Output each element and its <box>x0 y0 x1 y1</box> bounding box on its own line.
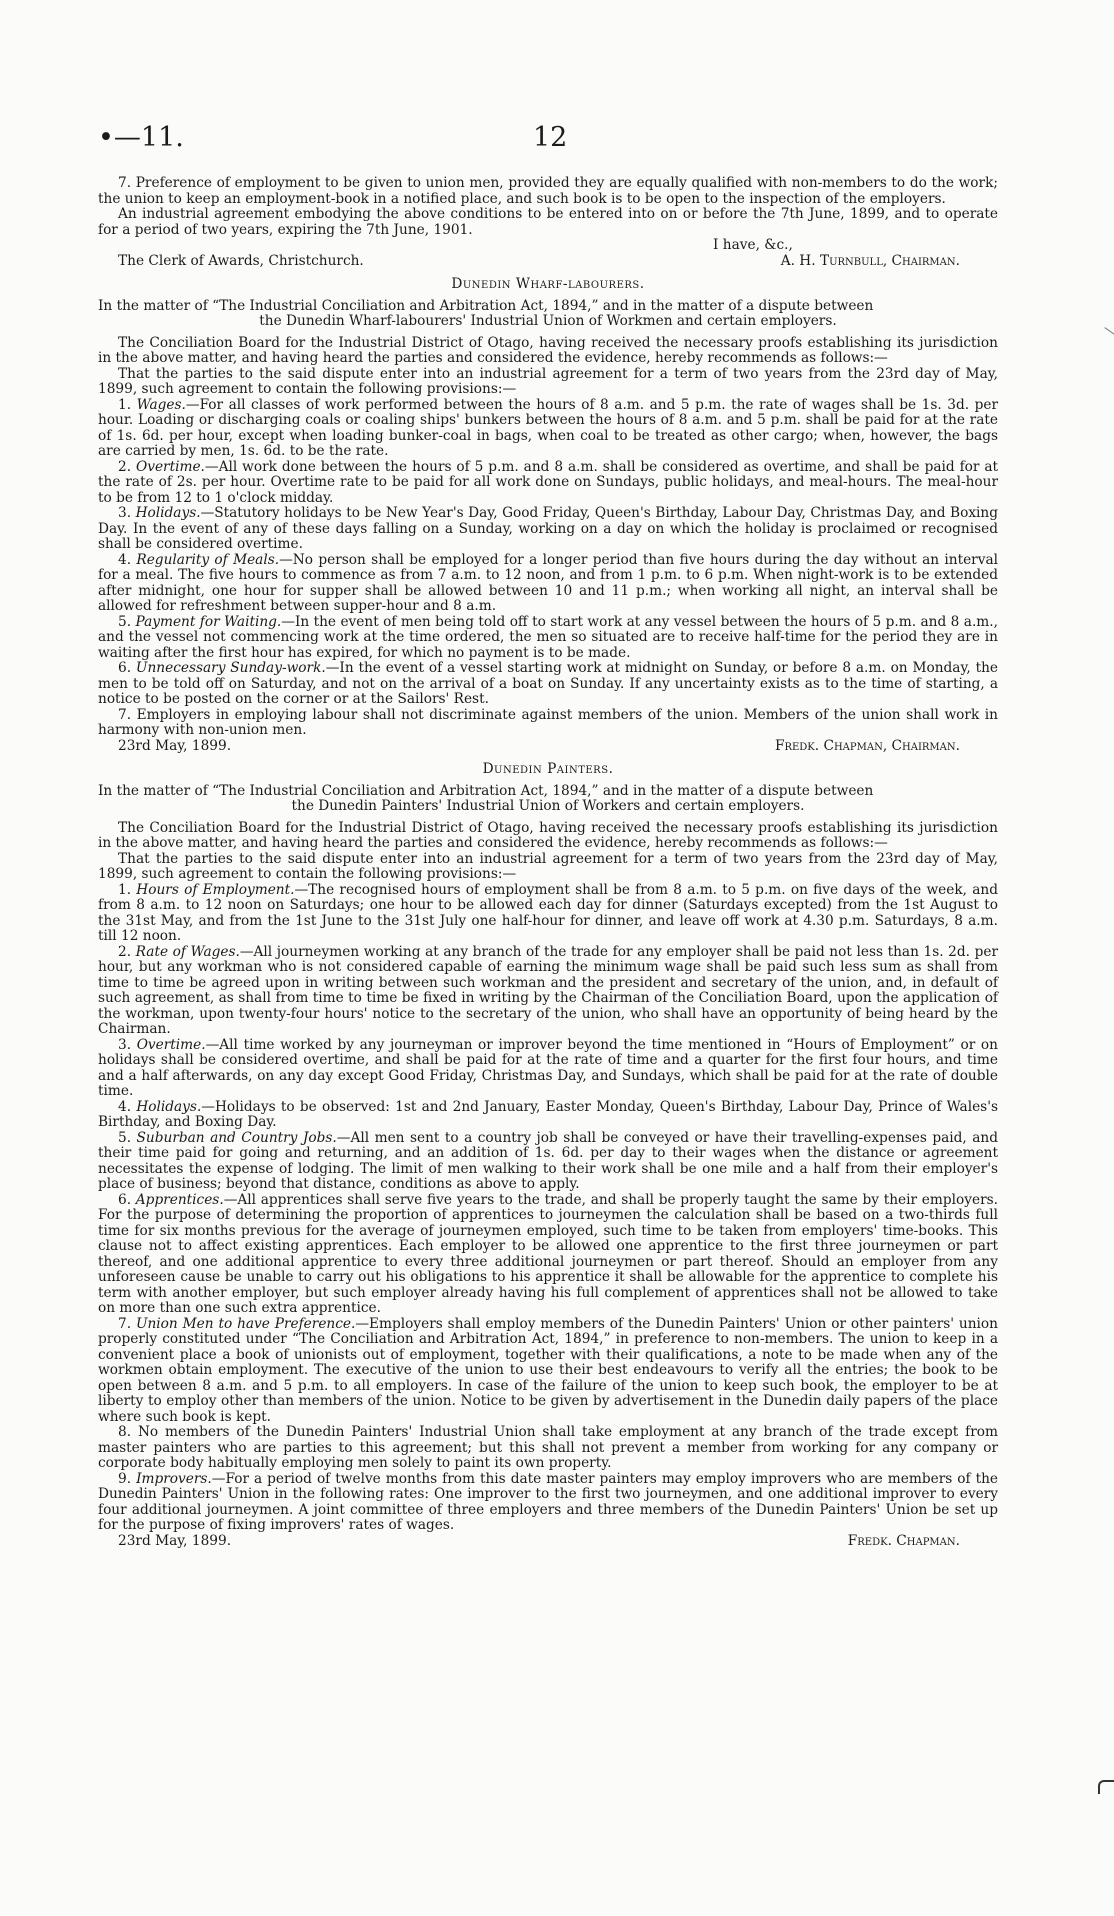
provision-item <box>98 1193 998 1317</box>
provision-item <box>98 1131 998 1193</box>
provision-title: Wages. <box>136 396 186 413</box>
matter-statement <box>98 784 998 815</box>
closing: I have, &c., <box>713 237 793 253</box>
provision-title: Improvers. <box>136 1470 212 1487</box>
signatory: A. H. Turnbull, Chairman. <box>780 252 960 269</box>
provision-title: Apprentices. <box>135 1191 224 1208</box>
provision-title: Payment for Waiting. <box>135 613 282 630</box>
provision-number: 6. <box>118 1191 132 1208</box>
signature-line <box>98 254 998 270</box>
provision-number: 3. <box>118 1036 132 1053</box>
provision-number: 9. <box>118 1470 132 1487</box>
provision-title: Union Men to have Preference. <box>135 1315 356 1332</box>
provision-item <box>98 553 998 615</box>
provision-title: Suburban and Country Jobs. <box>136 1129 337 1146</box>
provision-list <box>98 398 998 739</box>
paragraph: That the parties to the said dispute enter into an industrial agreement for a term of two years from the 23rd day of May, 1899, such agreement to contain the following provisions:— <box>98 365 998 397</box>
provision-text: —All journeymen working at any branch of the trade for any employer shall be paid not less than 1s. 2d. per hour, but any workman who is not considered capable of earning the minimum wage shall be paid such less sum as shall from time to time be agreed upon in writing between such workman and the president and secretary of the union, and, in default of such agreement, as shall from time to time be fixed in writing by the Chairman of the Conciliation Board, upon the application of the workman, upon twenty-four hours' notice to the secretary of the union, who shall have an opportunity of being heard by the Chairman. <box>98 943 998 1037</box>
provision-text: —All apprentices shall serve five years to the trade, and shall be properly taught the same by their employers. For the purpose of determining the proportion of apprentices to journeymen the calculation shall be based on a two-thirds full time for six months previous for the average of journeymen employed, such time to be taken from employers' time-books. This clause not to affect existing apprentices. Each employer to be allowed one apprentice to the first three journeymen or part thereof, and one additional apprentice to every three additional journeymen or part thereof. Should an employer from any unforeseen cause be unable to carry out his obligations to his apprentice it shall be allowable for the apprentice to complete his term with another employer, but such employer already having his full complement of apprentices shall not be allowed to take on more than one such extra apprentice. <box>98 1191 998 1316</box>
provision-number: 7. <box>118 1315 132 1332</box>
matter-line: the Dunedin Wharf-labourers' Industrial Union of Workmen and certain employers. <box>259 313 837 329</box>
provision-number: 6. <box>118 660 132 676</box>
provision-text: Employers in employing labour shall not discriminate against members of the union. Members of the union shall work in harmony with non-union men. <box>98 706 998 738</box>
provision-item <box>98 1317 998 1426</box>
provision-number: 8. <box>118 1424 132 1440</box>
date: 23rd May, 1899. <box>118 1532 232 1549</box>
provision-text: —No person shall be employed for a longer period than five hours during the day without an interval for a meal. The five hours to commence as from 7 a.m. to 12 noon, and from 1 p.m. to 6 p.m. When night-work is to be extended after midnight, one hour for supper shall be allowed between 10 and 11 p.m.; when working all night, an interval shall be allowed for refreshment between supper-hour and 8 a.m. <box>98 551 998 614</box>
provision-number: 7. <box>118 706 132 723</box>
provision-list <box>98 883 998 1534</box>
provision-item <box>98 615 998 662</box>
provision-item <box>98 1472 998 1534</box>
provision-title: Holidays. <box>135 505 201 521</box>
paragraph: That the parties to the said dispute enter into an industrial agreement for a term of two years from the 23rd day of May, 1899, such agreement to contain the following provisions:— <box>98 850 998 882</box>
section-heading: Dunedin Painters. <box>482 761 614 777</box>
provision-text: —In the event of a vessel starting work at midnight on Sunday, or before 8 a.m. on Monday, the men to be told off on Saturday, and not on the arrival of a boat on Sunday. If any uncertainty exists as to the time of starting, a notice to be posted on the corner or at the Sailors' Rest. <box>98 660 998 707</box>
provision-number: 2. <box>118 943 132 960</box>
provision-text: —In the event of men being told off to start work at any vessel between the hours of 5 p.m. and 8 a.m., and the vessel not commencing work at the time ordered, the men so situated are to receive half-time for the period they are in waiting after the first hour has expired, for which no payment is to be made. <box>98 613 998 661</box>
provision-text: —For a period of twelve months from this date master painters may employ improvers who are members of the Dunedin Painters' Union in the following rates: One improver to the first two journeymen, and one additional improver to every four additional journeymen. A joint committee of three employers and three members of the Dunedin Painters' Union be set up for the purpose of fixing improvers' rates of wages. <box>98 1470 999 1533</box>
provision-item <box>98 506 998 553</box>
provision-number: 5. <box>118 1129 132 1146</box>
provision-item <box>98 661 998 708</box>
margin-mark <box>1098 1780 1114 1794</box>
provision-text: —The recognised hours of employment shall be from 8 a.m. to 5 p.m. on five days of the week, and from 8 a.m. to 12 noon on Saturdays; one hour to be allowed each day for dinner (Saturdays excepted) from the 1st August to the 31st May, and from the 1st June to the 31st July one half-hour for dinner, and leave off work at 4.30 p.m. Saturdays, 8 a.m. till 12 noon. <box>98 881 998 944</box>
provision-item <box>98 460 998 507</box>
paragraph: The Conciliation Board for the Industrial District of Otago, having received the necessary proofs establishing its jurisdiction in the above matter, and having heard the parties and considered the evidence, hereby recommends as follows:— <box>98 334 998 366</box>
provision-number: 4. <box>118 1098 132 1115</box>
provision-item <box>98 883 998 945</box>
signature-line <box>98 739 998 755</box>
provision-text: —Employers shall employ members of the Dunedin Painters' Union or other painters' union properly constituted under “The Conciliation and Arbitration Act, 1894,” in preference to non-members. The union to keep in a convenient place a book of unionists out of employment, together with their qualifications, a note to be made when any of the workmen obtain employment. The executive of the union to use their best endeavours to verify all the entries; the book to be open between 8 a.m. and 5 p.m. to all employers. In case of the failure of the union to keep such book, the employer to be at liberty to employ other than members of the union. Notice to be given by advertisement in the Dunedin daily papers of the place where such book is kept. <box>98 1315 998 1425</box>
provision-title: Regularity of Meals. <box>136 551 280 568</box>
provision-text: —Statutory holidays to be New Year's Day, Good Friday, Queen's Birthday, Labour Day, Christmas Day, and Boxing Day. In the event of any of these days falling on a Sunday, working on a day on which the holiday is proclaimed or recognised shall be considered overtime. <box>98 505 998 552</box>
provision-item <box>98 1425 998 1472</box>
margin-mark <box>1098 327 1114 346</box>
signatory: Fredk. Chapman. <box>847 1532 960 1549</box>
page-number: 12 <box>533 122 568 153</box>
provision-title: Unnecessary Sunday-work. <box>135 660 326 676</box>
section-heading: Dunedin Wharf-labourers. <box>451 276 645 292</box>
provision-text: No members of the Dunedin Painters' Industrial Union shall take employment at any branch of the trade except from master painters who are parties to this agreement; but this shall not prevent a member from working for any company or corporate body habitually employing men solely to paint its own property. <box>98 1424 998 1471</box>
provision-text: —For all classes of work performed between the hours of 8 a.m. and 5 p.m. the rate of wages shall be 1s. 3d. per hour. Loading or discharging coals or coaling ships' bunkers between the hours of 8 a.m. and 5 p.m. shall be paid for at the rate of 1s. 6d. per hour, except when loading bunker-coal in bags, when coal to be treated as other cargo; when, however, the bags are carried by men, 1s. 6d. to be the rate. <box>98 396 998 459</box>
provision-text: —All time worked by any journeyman or improver beyond the time mentioned in “Hours of Employment” or on holidays shall be considered overtime, and shall be paid for at the rate of time and a quarter for the first four hours, and time and a half afterwards, on any day except Good Friday, Christmas Day, and Sundays, which shall be paid for at the rate of double time. <box>98 1036 998 1099</box>
provision-text: —All work done between the hours of 5 p.m. and 8 a.m. shall be considered as overtime, and shall be paid for at the rate of 2s. per hour. Overtime rate to be paid for all work done on Sundays, public holidays, and meal-hours. The meal-hour to be from 12 to 1 o'clock midday. <box>98 458 999 506</box>
paragraph: The Conciliation Board for the Industrial District of Otago, having received the necessary proofs establishing its jurisdiction in the above matter, and having heard the parties and considered the evidence, hereby recommends as follows:— <box>98 819 998 851</box>
provision-text: —All men sent to a country job shall be conveyed or have their travelling-expenses paid, and their time paid for going and returning, and an addition of 1s. 6d. per day to their wages when the distance or agreement necessitates the expense of lodging. The limit of men walking to their work shall be one mile and a half from their employer's place of business; beyond that distance, conditions as above to apply. <box>98 1129 999 1192</box>
provision-number: 5. <box>118 613 132 630</box>
provision-text: —Holidays to be observed: 1st and 2nd January, Easter Monday, Queen's Birthday, Labour Day, Prince of Wales's Birthday, and Boxing Day. <box>98 1098 998 1130</box>
provision-item <box>98 1100 998 1131</box>
provision-number: 1. <box>118 396 132 413</box>
provision-title: Rate of Wages. <box>135 943 240 960</box>
provision-title: Holidays. <box>136 1098 202 1115</box>
provision-item <box>98 708 998 739</box>
page-header <box>98 122 998 156</box>
provision-item <box>98 945 998 1038</box>
date: 23rd May, 1899. <box>118 737 232 754</box>
provision-number: 4. <box>118 551 132 568</box>
provision-number: 1. <box>118 881 132 898</box>
matter-line: the Dunedin Painters' Industrial Union of Workers and certain employers. <box>291 798 805 814</box>
matter-line: In the matter of “The Industrial Conciliation and Arbitration Act, 1894,” and in the matter of a dispute between <box>98 297 874 314</box>
matter-statement <box>98 299 998 330</box>
provision-title: Hours of Employment. <box>136 881 295 898</box>
signatory: Fredk. Chapman, Chairman. <box>774 737 960 754</box>
provision-number: 2. <box>118 458 132 475</box>
matter-line: In the matter of “The Industrial Conciliation and Arbitration Act, 1894,” and in the matter of a dispute between <box>98 782 874 799</box>
signature-line <box>98 1534 998 1550</box>
addressee: The Clerk of Awards, Christchurch. <box>118 252 364 269</box>
paragraph: 7. Preference of employment to be given to union men, provided they are equally qualified with non-members to do the work; the union to keep an employment-book in a notified place, and such book is to be open to the inspection of the employers. <box>98 175 998 207</box>
closing-line <box>98 238 998 254</box>
provision-item <box>98 1038 998 1100</box>
provision-title: Overtime. <box>136 1036 206 1053</box>
provision-title: Overtime. <box>136 458 205 475</box>
document-reference: •—11. <box>98 122 184 153</box>
document-body <box>98 176 998 1549</box>
provision-number: 3. <box>118 505 132 521</box>
provision-item <box>98 398 998 460</box>
paragraph: An industrial agreement embodying the above conditions to be entered into on or before the 7th June, 1899, and to operate for a period of two years, expiring the 7th June, 1901. <box>98 206 998 238</box>
